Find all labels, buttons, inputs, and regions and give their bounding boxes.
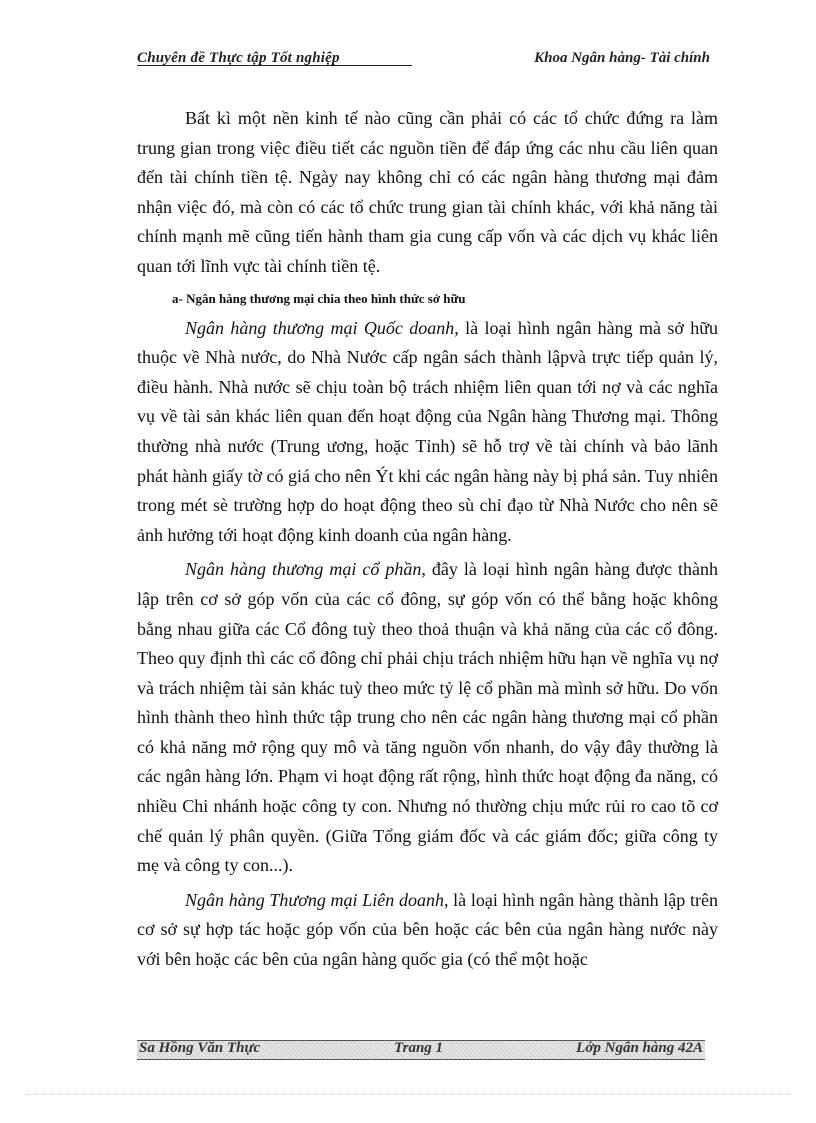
section-subheading: a- Ngân hàng thương mại chia theo hình thức sở hữu xyxy=(172,290,466,306)
page-body xyxy=(137,104,718,975)
page-header xyxy=(137,50,710,68)
page-footer xyxy=(137,1040,705,1060)
header-underline xyxy=(137,65,412,66)
paragraph-state-owned-bank xyxy=(137,314,718,551)
term-joint-stock-bank: Ngân hàng thương mại cổ phần, xyxy=(185,559,426,580)
paragraph-joint-stock-bank-text: đây là loại hình ngân hàng được thành lập trên cơ sở góp vốn của các cổ đông, sự góp vốn có thể bằng hoặc không bằng nhau giữa các Cổ đông tuỳ theo thoả thuận và khả năng của các cổ đông. Theo quy định thì các cổ đông chỉ phải chịu trách nhiệm hữu hạn về nghĩa vụ nợ và trách nhiệm tài sản khác tuỳ theo mức tỷ lệ cổ phần mà mình sở hữu. Do vốn hình thành theo hình thức tập trung cho nên các ngân hàng thương mại cổ phần có khả năng mở rộng quy mô và tăng nguồn vốn nhanh, do vậy đây thường là các ngân hàng lớn. Phạm vi hoạt động rất rộng, hình thức hoạt động đa năng, có nhiều Chi nhánh hoặc công ty con. Nhưng nó thường chịu mức rủi ro cao tõ cơ chế quản lý phân quyền. (Giữa Tổng giám đốc và các giám đốc; giữa công ty mẹ và công ty con...). xyxy=(137,559,718,876)
header-document-title: Chuyên đề Thực tập Tốt nghiệp xyxy=(137,50,340,66)
header-faculty: Khoa Ngân hàng- Tài chính xyxy=(534,50,710,66)
footer-author: Sa Hồng Văn Thực xyxy=(139,1040,261,1056)
term-state-owned-bank: Ngân hàng thương mại Quốc doanh, xyxy=(185,317,459,338)
page-bottom-border xyxy=(25,1094,791,1095)
paragraph-intro: Bất kì một nền kinh tế nào cũng cần phải có các tổ chức đứng ra làm trung gian trong việc điều tiết các nguồn tiền để đáp ứng các nhu cầu liên quan đến tài chính tiền tệ. Ngày nay không chỉ có các ngân hàng thương mại đảm nhận việc đó, mà còn có các tổ chức trung gian tài chính khác, với khả năng tài chính mạnh mẽ cũng tiến hành tham gia cung cấp vốn và các dịch vụ khác liên quan tới lĩnh vực tài chính tiền tệ. xyxy=(137,108,718,276)
footer-page-number: Trang 1 xyxy=(394,1040,444,1056)
term-joint-venture-bank: Ngân hàng Thương mại Liên doanh xyxy=(185,889,444,910)
paragraph-joint-stock-bank xyxy=(137,555,718,881)
footer-class: Lớp Ngân hàng 42A xyxy=(576,1040,703,1056)
paragraph-joint-venture-bank xyxy=(137,886,718,975)
paragraph-joint-venture-bank-text: , là loại hình ngân hàng thành lập trên cơ sở sự hợp tác hoặc góp vốn của bên hoặc các bên của ngân hàng nước này với bên hoặc các bên của ngân hàng quốc gia (có thể một hoặc xyxy=(137,889,718,970)
paragraph-state-owned-bank-text: là loại hình ngân hàng mà sở hữu thuộc về Nhà nước, do Nhà Nước cấp ngân sách thành lậpvà trực tiếp quản lý, điều hành. Nhà nước sẽ chịu toàn bộ trách nhiệm liên quan tới nợ và các nghĩa vụ về tài sản khác liên quan đến hoạt động của Ngân hàng Thương mại. Thông thường nhà nước (Trung ương, hoặc Tỉnh) sẽ hỗ trợ về tài chính và bảo lãnh phát hành giấy tờ có giá cho nên Ýt khi các ngân hàng này bị phá sản. Tuy nhiên trong mét sè trường hợp do hoạt động theo sù chỉ đạo từ Nhà Nước cho nên sẽ ảnh hưởng tới hoạt động kinh doanh của ngân hàng. xyxy=(137,317,719,545)
